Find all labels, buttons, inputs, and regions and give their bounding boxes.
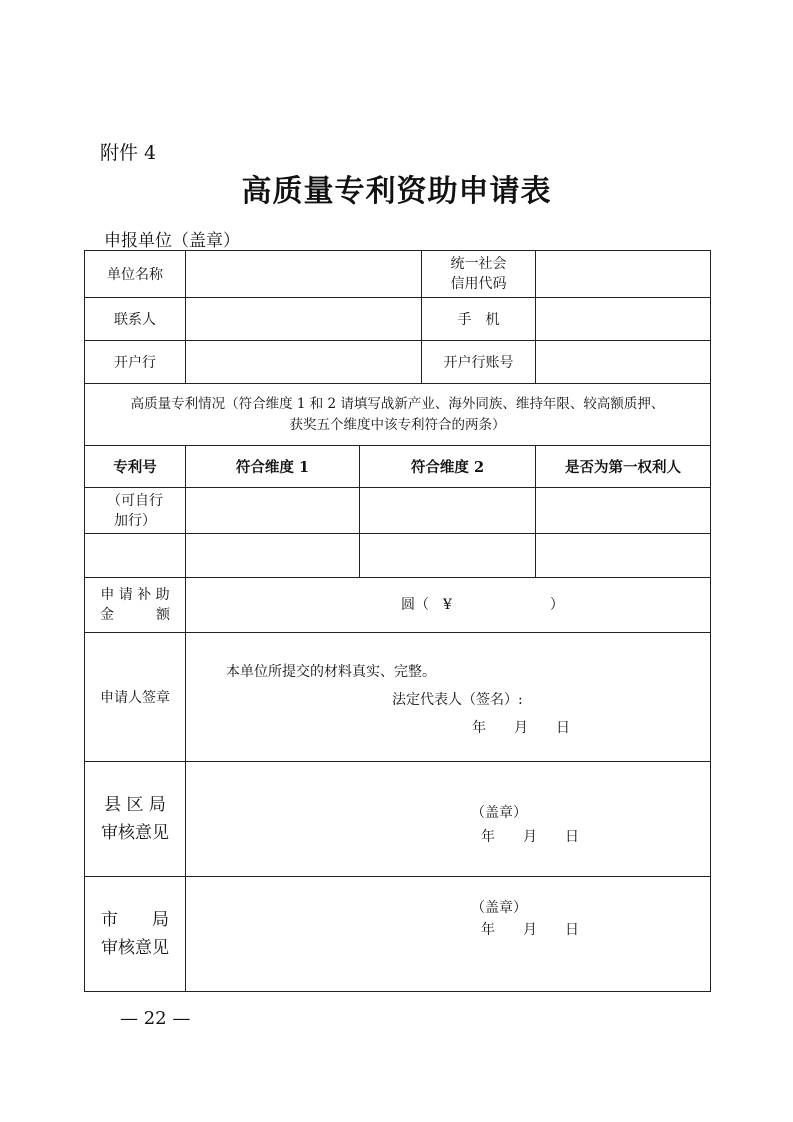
patent-table-header (85, 446, 711, 488)
first-right-holder-cell[interactable] (536, 534, 711, 578)
bank-account-label: 开户行账号 (443, 355, 514, 371)
amount-row (85, 578, 711, 633)
attachment-number: 附件 4 (100, 142, 157, 164)
add-rows-note-line2: 加行） (114, 512, 156, 529)
col-dimension-1: 符合维度 1 (186, 446, 360, 488)
applicant-signature-label: 申请人签章 (85, 633, 186, 762)
unit-name-field-group (186, 251, 536, 298)
applicant-signature-row (85, 633, 711, 762)
legal-representative-label: 法定代表人（签名）: (392, 692, 523, 708)
unit-name-row (85, 251, 711, 298)
contact-field[interactable] (186, 298, 422, 340)
applicant-signature-field[interactable] (186, 633, 711, 762)
dimension-2-cell[interactable] (360, 534, 536, 578)
patent-info-line1: 高质量专利情况（符合维度 1 和 2 请填写战新产业、海外同族、维持年限、较高额质押、 (130, 395, 665, 412)
county-review-field[interactable] (186, 762, 711, 877)
city-review-label (85, 877, 186, 992)
col-dimension-2: 符合维度 2 (360, 446, 536, 488)
dimension-2-cell[interactable] (360, 488, 536, 534)
bank-label: 开户行 (85, 341, 186, 384)
first-right-holder-cell[interactable] (536, 488, 711, 534)
bank-account-field[interactable] (536, 341, 711, 384)
patent-info-line2: 获奖五个维度中该专利符合的两条） (289, 416, 506, 433)
county-seal-label: （盖章） (471, 805, 527, 821)
table-row (85, 534, 711, 578)
add-rows-note (85, 488, 186, 534)
city-date: 年 月 日 (481, 922, 579, 938)
county-date: 年 月 日 (481, 829, 579, 845)
amount-label-line1: 申 请 补 助 (100, 587, 170, 603)
bank-field-group (186, 341, 536, 384)
amount-label (85, 578, 186, 633)
unit-name-label: 单位名称 (85, 251, 186, 298)
col-patent-number: 专利号 (85, 446, 186, 488)
county-review-label-line2: 审核意见 (101, 823, 169, 843)
form-title: 高质量专利资助申请表 (241, 174, 552, 209)
credit-code-label-line1: 统一社会 (450, 256, 507, 272)
table-row (85, 488, 711, 534)
unit-name-field[interactable] (186, 251, 422, 297)
amount-field[interactable] (186, 578, 711, 633)
patent-number-cell[interactable] (85, 534, 186, 578)
contact-row (85, 298, 711, 341)
add-rows-note-line1: （可自行 (107, 492, 163, 509)
applicant-unit-label: 申报单位（盖章） (104, 231, 240, 251)
applicant-date: 年 月 日 (472, 720, 570, 736)
credit-code-label-line2: 信用代码 (450, 276, 507, 292)
contact-label: 联系人 (85, 298, 186, 341)
dimension-1-cell[interactable] (186, 488, 360, 534)
city-review-field[interactable] (186, 877, 711, 992)
col-first-right-holder: 是否为第一权利人 (536, 446, 711, 488)
county-review-label (85, 762, 186, 877)
application-form-table (84, 250, 711, 992)
city-seal-label: （盖章） (471, 900, 527, 916)
city-review-label-line1: 市 局 (101, 910, 169, 930)
city-review-label-line2: 审核意见 (101, 938, 169, 958)
authenticity-statement: 本单位所提交的材料真实、完整。 (226, 664, 436, 680)
phone-field[interactable] (536, 298, 711, 341)
page-number: — 22 — (120, 1008, 191, 1029)
bank-row (85, 341, 711, 384)
county-review-row (85, 762, 711, 877)
county-review-label-line1: 县 区 局 (104, 795, 166, 815)
patent-info-description (85, 384, 711, 446)
phone-label: 手 机 (457, 312, 500, 328)
amount-label-line2: 金 额 (100, 607, 170, 623)
amount-value: 圆（ ¥ ） (401, 597, 564, 613)
contact-field-group (186, 298, 536, 341)
dimension-1-cell[interactable] (186, 534, 360, 578)
bank-field[interactable] (186, 341, 422, 383)
patent-info-row (85, 384, 711, 446)
credit-code-field[interactable] (536, 251, 711, 298)
city-review-row (85, 877, 711, 992)
